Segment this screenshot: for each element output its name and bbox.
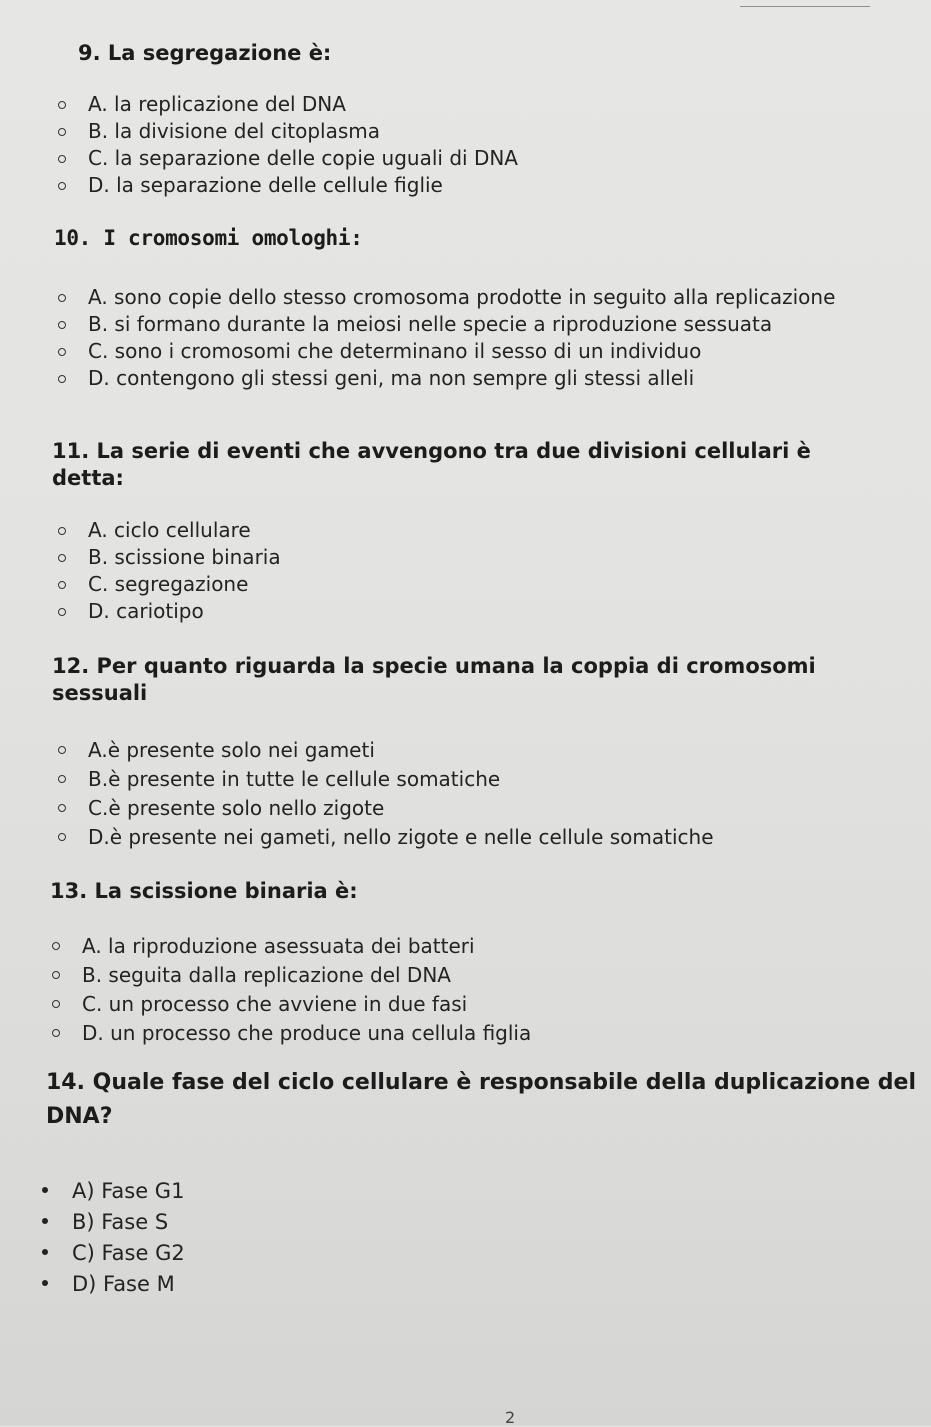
options-list <box>42 1176 185 1300</box>
radio-circle-icon <box>58 101 66 109</box>
question-title: 9. La segregazione è: <box>78 41 332 65</box>
radio-circle-icon <box>52 1000 60 1008</box>
radio-circle-icon <box>58 581 66 589</box>
option-a[interactable]: A. sono copie dello stesso cromosoma prodotte in seguito alla replicazione <box>58 284 858 311</box>
option-c[interactable]: C. la separazione delle copie uguali di DNA <box>58 145 518 172</box>
radio-circle-icon <box>58 554 66 562</box>
header-line <box>740 6 870 7</box>
bullet-dot-icon <box>42 1249 48 1255</box>
option-b[interactable]: B. si formano durante la meiosi nelle specie a riproduzione sessuata <box>58 311 858 338</box>
options-list <box>52 932 872 1048</box>
option-b[interactable]: B. seguita dalla replicazione del DNA <box>52 961 872 990</box>
radio-circle-icon <box>58 182 66 190</box>
option-a[interactable]: A.è presente solo nei gameti <box>58 736 878 765</box>
question-title: 12. Per quanto riguarda la specie umana la coppia di cromosomi sessuali <box>52 654 816 705</box>
radio-circle-icon <box>58 321 66 329</box>
question-title: 11. La serie di eventi che avvengono tra due divisioni cellulari è detta: <box>52 439 811 490</box>
option-b[interactable]: B) Fase S <box>42 1207 185 1238</box>
bullet-dot-icon <box>42 1280 48 1286</box>
options-list <box>58 91 518 199</box>
question-title: 13. La scissione binaria è: <box>50 879 358 903</box>
question-title: 10. I cromosomi omologhi: <box>54 226 363 250</box>
radio-circle-icon <box>58 155 66 163</box>
options-list <box>58 284 858 392</box>
question-title: 14. Quale fase del ciclo cellulare è responsabile della duplicazione del DNA? <box>46 1070 916 1129</box>
option-c[interactable]: C. segregazione <box>58 571 281 598</box>
option-a[interactable]: A) Fase G1 <box>42 1176 185 1207</box>
radio-circle-icon <box>58 775 66 783</box>
option-a[interactable]: A. ciclo cellulare <box>58 517 281 544</box>
radio-circle-icon <box>58 294 66 302</box>
radio-circle-icon <box>52 1029 60 1037</box>
option-c[interactable]: C.è presente solo nello zigote <box>58 794 878 823</box>
option-d[interactable]: D) Fase M <box>42 1269 185 1300</box>
option-b[interactable]: B. scissione binaria <box>58 544 281 571</box>
radio-circle-icon <box>52 971 60 979</box>
option-a[interactable]: A. la replicazione del DNA <box>58 91 518 118</box>
option-d[interactable]: D.è presente nei gameti, nello zigote e nelle cellule somatiche <box>58 823 878 852</box>
bullet-dot-icon <box>42 1218 48 1224</box>
option-b[interactable]: B. la divisione del citoplasma <box>58 118 518 145</box>
radio-circle-icon <box>58 128 66 136</box>
radio-circle-icon <box>58 527 66 535</box>
radio-circle-icon <box>58 375 66 383</box>
option-c[interactable]: C) Fase G2 <box>42 1238 185 1269</box>
option-d[interactable]: D. contengono gli stessi geni, ma non sempre gli stessi alleli <box>58 365 858 392</box>
radio-circle-icon <box>52 942 60 950</box>
option-d[interactable]: D. un processo che produce una cellula figlia <box>52 1019 872 1048</box>
radio-circle-icon <box>58 348 66 356</box>
options-list <box>58 736 878 852</box>
page-number: 2 <box>505 1408 516 1427</box>
options-list <box>58 517 281 625</box>
option-a[interactable]: A. la riproduzione asessuata dei batteri <box>52 932 872 961</box>
radio-circle-icon <box>58 833 66 841</box>
option-b[interactable]: B.è presente in tutte le cellule somatiche <box>58 765 878 794</box>
option-d[interactable]: D. cariotipo <box>58 598 281 625</box>
radio-circle-icon <box>58 746 66 754</box>
option-d[interactable]: D. la separazione delle cellule figlie <box>58 172 518 199</box>
option-c[interactable]: C. sono i cromosomi che determinano il sesso di un individuo <box>58 338 858 365</box>
radio-circle-icon <box>58 608 66 616</box>
radio-circle-icon <box>58 804 66 812</box>
option-c[interactable]: C. un processo che avviene in due fasi <box>52 990 872 1019</box>
bullet-dot-icon <box>42 1187 48 1193</box>
